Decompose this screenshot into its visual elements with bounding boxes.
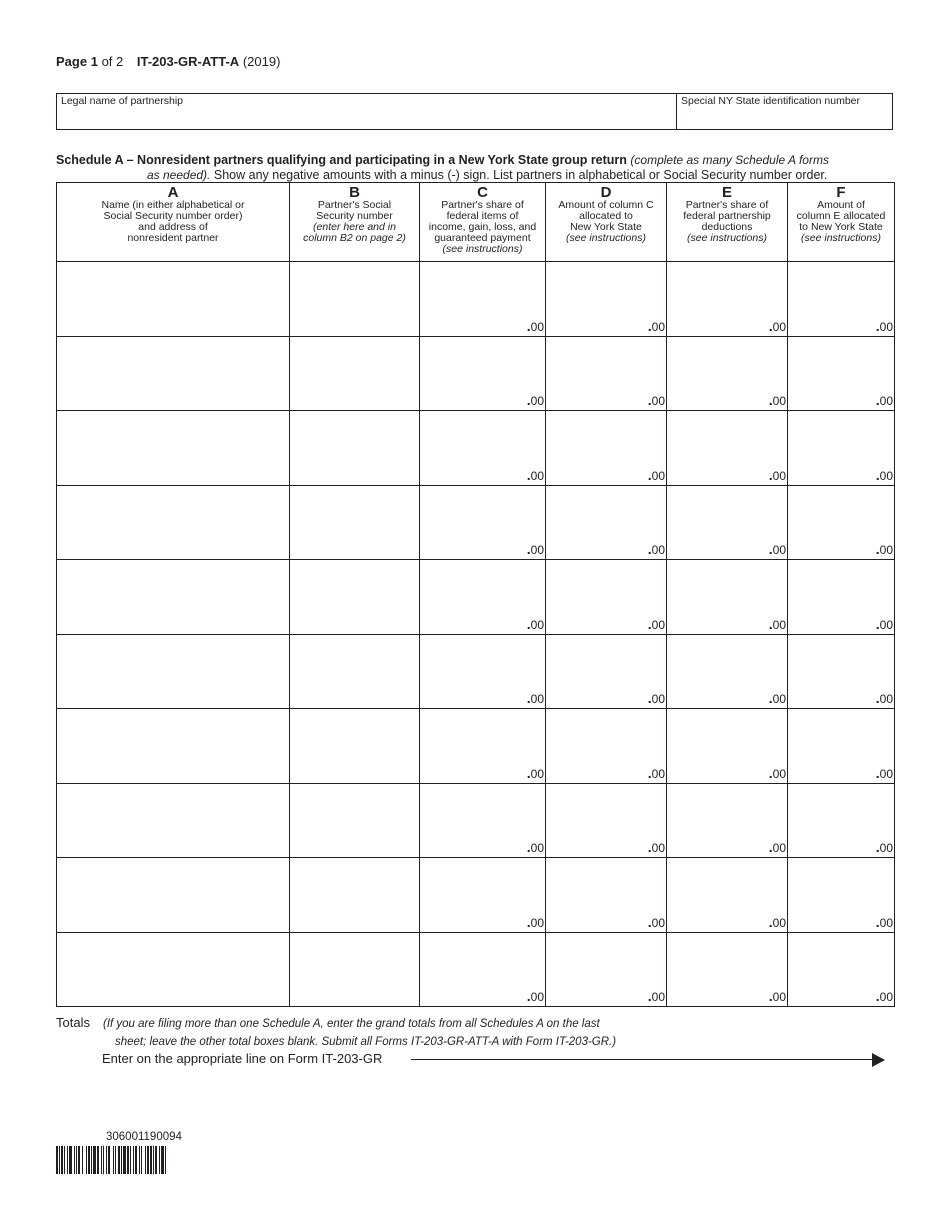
cents-text: 00	[879, 468, 893, 483]
cents-text: 00	[879, 692, 893, 706]
column-text: Partner's share of	[441, 199, 524, 211]
column-text: Social Security number order)	[103, 210, 243, 222]
entry-cell-f[interactable]	[788, 560, 895, 635]
amount-cents	[788, 616, 894, 634]
decimal-point: .	[875, 392, 880, 408]
entry-cell-c[interactable]	[420, 485, 546, 560]
entry-cell-b[interactable]	[290, 262, 420, 337]
amount-cents	[420, 318, 545, 336]
column-letter: C	[477, 184, 488, 201]
cents-text: 00	[651, 319, 665, 334]
entry-cell-e[interactable]	[667, 560, 788, 635]
totals-note-1: (If you are filing more than one Schedule A, enter the grand totals from all Schedules A on the last	[103, 1018, 600, 1030]
amount-cents	[420, 988, 545, 1006]
column-text: Amount of	[817, 199, 865, 211]
special-id-field[interactable]	[677, 94, 892, 129]
decimal-point: .	[768, 615, 773, 632]
amount-cents	[667, 541, 787, 559]
cents-text: 00	[530, 617, 544, 632]
cents-text: 00	[530, 543, 544, 557]
decimal-point: .	[768, 392, 773, 408]
cents-text: 00	[772, 915, 786, 930]
table-row	[57, 485, 895, 560]
schedule-a-rows	[57, 262, 895, 1007]
table-row	[57, 560, 895, 635]
amount-cents	[546, 839, 666, 857]
cents-text: 00	[879, 394, 893, 408]
entry-cell-b[interactable]	[290, 560, 420, 635]
column-text: (enter here and in	[313, 221, 396, 233]
cents-text: 00	[772, 841, 786, 855]
column-text: income, gain, loss, and	[428, 221, 537, 233]
cents-text: 00	[530, 766, 544, 781]
decimal-point: .	[875, 764, 880, 781]
table-row	[57, 634, 895, 709]
entry-cell-d[interactable]	[546, 485, 667, 560]
column-header-a	[57, 183, 290, 262]
decimal-point: .	[526, 839, 531, 855]
schedule-title: Schedule A – Nonresident partners qualifying and participating in a New York State group return	[56, 153, 627, 167]
entry-cell-c[interactable]	[420, 262, 546, 337]
column-header-d	[546, 183, 667, 262]
entry-cell-f[interactable]	[788, 485, 895, 560]
cents-text: 00	[879, 915, 893, 930]
entry-cell-a[interactable]	[57, 485, 290, 560]
amount-cents	[667, 616, 787, 634]
column-header-c	[420, 183, 546, 262]
column-text: Name (in either alphabetical or	[101, 199, 245, 211]
decimal-point: .	[768, 690, 773, 706]
entry-cell-e[interactable]	[667, 709, 788, 784]
column-letter: F	[836, 184, 846, 201]
cents-text: 00	[772, 766, 786, 781]
amount-cents	[667, 839, 787, 857]
decimal-point: .	[875, 690, 880, 706]
entry-cell-f[interactable]	[788, 858, 895, 933]
column-text: nonresident partner	[127, 232, 219, 244]
decimal-point: .	[526, 764, 531, 781]
cents-text: 00	[879, 543, 893, 557]
amount-cents	[420, 541, 545, 559]
entry-cell-f[interactable]	[788, 709, 895, 784]
entry-cell-e[interactable]	[667, 485, 788, 560]
column-text: Partner's Social	[317, 199, 392, 211]
amount-cents	[546, 914, 666, 932]
cents-text: 00	[530, 915, 544, 930]
totals-note-2: sheet; leave the other total boxes blank. Submit all Forms IT-203-GR-ATT-A with Form IT-203-GR.)	[115, 1036, 617, 1048]
decimal-point: .	[647, 466, 652, 483]
cents-text: 00	[651, 394, 665, 408]
decimal-point: .	[647, 988, 652, 1004]
decimal-point: .	[647, 615, 652, 632]
amount-cents	[546, 392, 666, 410]
entry-cell-a[interactable]	[57, 858, 290, 933]
amount-cents	[667, 392, 787, 410]
special-id-label: Special NY State identification number	[681, 95, 860, 107]
amount-cents	[788, 988, 894, 1006]
page-number: 1	[90, 54, 98, 69]
entry-cell-b[interactable]	[290, 709, 420, 784]
entry-cell-a[interactable]	[57, 634, 290, 709]
column-text: deductions	[701, 221, 753, 233]
entry-cell-f[interactable]	[788, 783, 895, 858]
entry-cell-b[interactable]	[290, 336, 420, 411]
entry-cell-a[interactable]	[57, 262, 290, 337]
amount-cents	[546, 765, 666, 783]
cents-text: 00	[651, 766, 665, 781]
entry-cell-d[interactable]	[546, 411, 667, 486]
entry-cell-d[interactable]	[546, 932, 667, 1007]
column-text: federal partnership	[683, 210, 771, 222]
amount-cents	[788, 392, 894, 410]
cents-text: 00	[530, 319, 544, 334]
table-row	[57, 262, 895, 337]
entry-cell-f[interactable]	[788, 411, 895, 486]
cents-text: 00	[651, 692, 665, 706]
decimal-point: .	[647, 764, 652, 781]
entry-cell-e[interactable]	[667, 783, 788, 858]
schedule-heading	[56, 153, 896, 182]
amount-cents	[546, 318, 666, 336]
column-text: to New York State	[799, 221, 883, 233]
entry-cell-d[interactable]	[546, 634, 667, 709]
amount-cents	[788, 690, 894, 708]
entry-cell-d[interactable]	[546, 336, 667, 411]
entry-cell-e[interactable]	[667, 336, 788, 411]
entry-cell-d[interactable]	[546, 858, 667, 933]
entry-cell-d[interactable]	[546, 709, 667, 784]
entry-cell-a[interactable]	[57, 709, 290, 784]
entry-cell-c[interactable]	[420, 411, 546, 486]
cents-text: 00	[530, 990, 544, 1004]
column-letter: E	[721, 184, 732, 201]
entry-cell-c[interactable]	[420, 858, 546, 933]
entry-cell-d[interactable]	[546, 262, 667, 337]
entry-cell-b[interactable]	[290, 485, 420, 560]
cents-text: 00	[879, 319, 893, 334]
decimal-point: .	[526, 466, 531, 483]
amount-cents	[420, 467, 545, 485]
cents-text: 00	[651, 617, 665, 632]
decimal-point: .	[875, 466, 880, 483]
decimal-point: .	[526, 988, 531, 1004]
schedule-note-2: as needed).	[147, 167, 211, 182]
amount-cents	[788, 318, 894, 336]
entry-cell-c[interactable]	[420, 783, 546, 858]
decimal-point: .	[647, 392, 652, 408]
amount-cents	[420, 914, 545, 932]
column-text: column E allocated	[796, 210, 886, 222]
column-text: allocated to	[579, 210, 633, 222]
page-word: Page	[56, 54, 88, 69]
column-text: and address of	[138, 221, 208, 233]
partnership-id-box	[56, 93, 893, 130]
amount-cents	[788, 765, 894, 783]
cents-text: 00	[879, 990, 893, 1004]
entry-cell-b[interactable]	[290, 858, 420, 933]
form-year: (2019)	[242, 54, 281, 69]
decimal-point: .	[526, 913, 531, 930]
decimal-point: .	[768, 839, 773, 855]
arrow-line	[411, 1059, 873, 1060]
schedule-instructions: Show any negative amounts with a minus (-) sign. List partners in alphabetical or Social Security number order.	[213, 167, 828, 182]
cents-text: 00	[879, 841, 893, 855]
column-letter: D	[600, 184, 612, 201]
amount-cents	[788, 839, 894, 857]
column-header-e	[667, 183, 788, 262]
cents-text: 00	[772, 394, 786, 408]
page-of: of 2	[101, 54, 124, 69]
amount-cents	[667, 765, 787, 783]
decimal-point: .	[526, 690, 531, 706]
amount-cents	[420, 690, 545, 708]
cents-text: 00	[651, 990, 665, 1004]
decimal-point: .	[647, 317, 652, 334]
table-row	[57, 336, 895, 411]
entry-cell-b[interactable]	[290, 634, 420, 709]
amount-cents	[667, 690, 787, 708]
column-header-b	[290, 183, 420, 262]
decimal-point: .	[768, 541, 773, 557]
column-text: Partner's share of	[685, 199, 769, 211]
amount-cents	[788, 541, 894, 559]
amount-cents	[420, 765, 545, 783]
entry-cell-f[interactable]	[788, 262, 895, 337]
entry-cell-e[interactable]	[667, 634, 788, 709]
arrow-right-icon	[872, 1053, 885, 1067]
amount-cents	[546, 988, 666, 1006]
amount-cents	[546, 467, 666, 485]
decimal-point: .	[875, 317, 880, 334]
cents-text: 00	[530, 394, 544, 408]
column-letter: A	[167, 184, 179, 201]
column-header-f	[788, 183, 895, 262]
column-text: guaranteed payment	[434, 232, 531, 244]
entry-cell-b[interactable]	[290, 932, 420, 1007]
column-text: (see instructions)	[801, 232, 881, 244]
partnership-name-label: Legal name of partnership	[61, 95, 183, 107]
decimal-point: .	[526, 317, 531, 334]
decimal-point: .	[647, 690, 652, 706]
cents-text: 00	[772, 319, 786, 334]
decimal-point: .	[875, 615, 880, 632]
entry-cell-a[interactable]	[57, 783, 290, 858]
decimal-point: .	[875, 541, 880, 557]
barcode-icon	[56, 1146, 240, 1174]
entry-cell-c[interactable]	[420, 336, 546, 411]
column-text: (see instructions)	[442, 243, 523, 255]
column-text: Amount of column C	[558, 199, 654, 211]
cents-text: 00	[651, 543, 665, 557]
amount-cents	[788, 467, 894, 485]
cents-text: 00	[651, 468, 665, 483]
table-row	[57, 411, 895, 486]
entry-cell-a[interactable]	[57, 932, 290, 1007]
cents-text: 00	[651, 841, 665, 855]
entry-cell-f[interactable]	[788, 932, 895, 1007]
cents-text: 00	[879, 766, 893, 781]
decimal-point: .	[768, 988, 773, 1004]
column-text: (see instructions)	[687, 232, 767, 244]
entry-cell-c[interactable]	[420, 932, 546, 1007]
table-row	[57, 783, 895, 858]
column-text: Security number	[316, 210, 393, 222]
decimal-point: .	[768, 764, 773, 781]
amount-cents	[667, 318, 787, 336]
cents-text: 00	[772, 543, 786, 557]
decimal-point: .	[875, 839, 880, 855]
entry-cell-a[interactable]	[57, 336, 290, 411]
amount-cents	[546, 541, 666, 559]
amount-cents	[788, 914, 894, 932]
decimal-point: .	[768, 466, 773, 483]
entry-cell-a[interactable]	[57, 411, 290, 486]
entry-cell-e[interactable]	[667, 262, 788, 337]
entry-cell-c[interactable]	[420, 560, 546, 635]
decimal-point: .	[526, 541, 531, 557]
cents-text: 00	[772, 617, 786, 632]
entry-cell-b[interactable]	[290, 783, 420, 858]
column-text: New York State	[570, 221, 642, 233]
partnership-name-field[interactable]	[57, 94, 677, 129]
schedule-a-table	[56, 182, 895, 1007]
totals-label: Totals	[56, 1015, 90, 1030]
entry-cell-c[interactable]	[420, 634, 546, 709]
totals-enter-line: Enter on the appropriate line on Form IT-203-GR	[102, 1051, 383, 1066]
decimal-point: .	[647, 541, 652, 557]
decimal-point: .	[768, 317, 773, 334]
column-text: federal items of	[446, 210, 519, 222]
entry-cell-f[interactable]	[788, 634, 895, 709]
barcode-number: 306001190094	[106, 1131, 182, 1143]
amount-cents	[420, 839, 545, 857]
amount-cents	[420, 616, 545, 634]
decimal-point: .	[647, 913, 652, 930]
entry-cell-a[interactable]	[57, 560, 290, 635]
page-header	[56, 54, 280, 69]
amount-cents	[667, 467, 787, 485]
entry-cell-d[interactable]	[546, 560, 667, 635]
cents-text: 00	[530, 692, 544, 706]
cents-text: 00	[530, 841, 544, 855]
column-letter: B	[349, 184, 360, 201]
cents-text: 00	[772, 990, 786, 1004]
amount-cents	[667, 988, 787, 1006]
decimal-point: .	[647, 839, 652, 855]
amount-cents	[546, 690, 666, 708]
amount-cents	[420, 392, 545, 410]
table-row	[57, 709, 895, 784]
cents-text: 00	[651, 915, 665, 930]
column-text: column B2 on page 2)	[303, 232, 406, 244]
entry-cell-b[interactable]	[290, 411, 420, 486]
column-text: (see instructions)	[566, 232, 646, 244]
decimal-point: .	[526, 392, 531, 408]
entry-cell-e[interactable]	[667, 932, 788, 1007]
decimal-point: .	[875, 988, 880, 1004]
schedule-note-1: (complete as many Schedule A forms	[630, 153, 829, 167]
table-row	[57, 932, 895, 1007]
cents-text: 00	[772, 692, 786, 706]
entry-cell-e[interactable]	[667, 411, 788, 486]
decimal-point: .	[526, 615, 531, 632]
amount-cents	[667, 914, 787, 932]
cents-text: 00	[879, 617, 893, 632]
decimal-point: .	[875, 913, 880, 930]
cents-text: 00	[772, 468, 786, 483]
entry-cell-c[interactable]	[420, 709, 546, 784]
entry-cell-d[interactable]	[546, 783, 667, 858]
entry-cell-e[interactable]	[667, 858, 788, 933]
cents-text: 00	[530, 468, 544, 483]
table-row	[57, 858, 895, 933]
entry-cell-f[interactable]	[788, 336, 895, 411]
form-id: IT-203-GR-ATT-A	[136, 54, 240, 69]
decimal-point: .	[768, 913, 773, 930]
amount-cents	[546, 616, 666, 634]
